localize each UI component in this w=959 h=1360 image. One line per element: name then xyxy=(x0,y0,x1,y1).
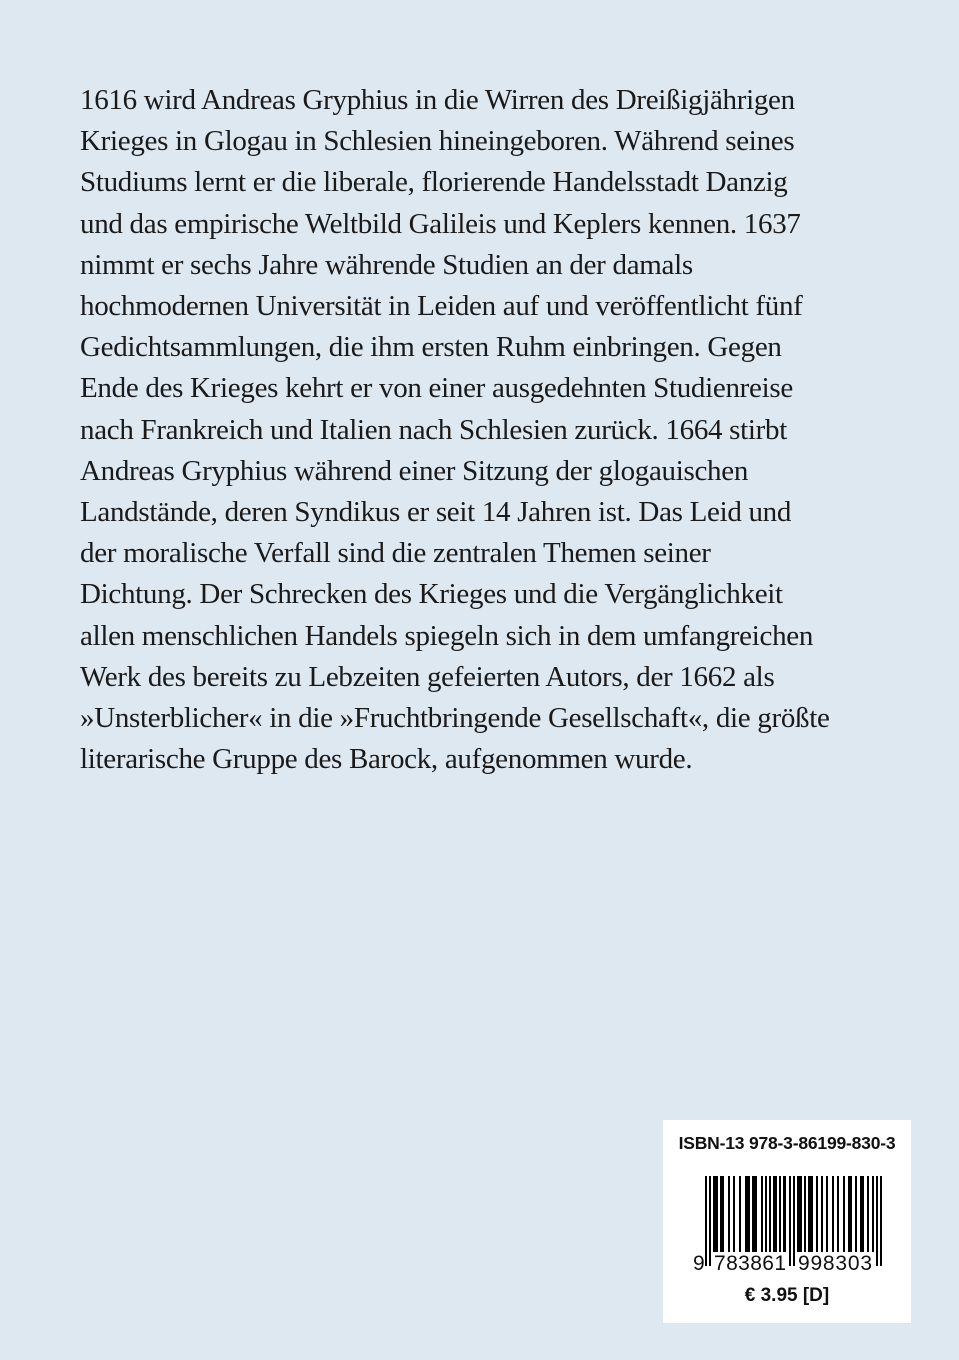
blurb-line: hochmodernen Universität in Leiden auf und veröffentlicht fünf xyxy=(80,290,803,323)
blurb-line: und das empirische Weltbild Galileis und Keplers kennen. 1637 xyxy=(80,207,801,240)
blurb-line: Studiums lernt er die liberale, florierende Handelsstadt Danzig xyxy=(80,166,788,199)
barcode-left-digits: 783861 xyxy=(714,1252,786,1272)
isbn-barcode-box xyxy=(663,1120,911,1323)
blurb-line: Landstände, deren Syndikus er seit 14 Jahren ist. Das Leid und xyxy=(80,496,792,529)
barcode-first-digit: 9 xyxy=(693,1252,705,1272)
isbn-label: ISBN-13 978-3-86199-830-3 xyxy=(678,1133,896,1153)
barcode-right-digits: 998303 xyxy=(798,1252,872,1272)
blurb-line: nimmt er sechs Jahre währende Studien an der damals xyxy=(80,248,693,281)
blurb-line: nach Frankreich und Italien nach Schlesien zurück. 1664 stirbt xyxy=(80,413,787,446)
blurb-line: Krieges in Glogau in Schlesien hineingeboren. Während seines xyxy=(80,125,795,158)
blurb-line: Werk des bereits zu Lebzeiten gefeierten Autors, der 1662 als xyxy=(80,660,775,693)
back-cover-blurb xyxy=(80,80,900,780)
blurb-line: Gedichtsammlungen, die ihm ersten Ruhm einbringen. Gegen xyxy=(80,331,782,364)
blurb-line: Dichtung. Der Schrecken des Krieges und die Vergänglichkeit xyxy=(80,578,783,611)
blurb-line: literarische Gruppe des Barock, aufgenommen wurde. xyxy=(80,743,693,776)
barcode-icon xyxy=(693,1176,893,1272)
blurb-line: »Unsterblicher« in die »Fruchtbringende Gesellschaft«, die größte xyxy=(80,702,830,735)
blurb-line: der moralische Verfall sind die zentralen Themen seiner xyxy=(80,537,711,570)
blurb-line: Andreas Gryphius während einer Sitzung der glogauischen xyxy=(80,454,749,487)
price-label: € 3.95 [D] xyxy=(744,1285,830,1306)
blurb-line: allen menschlichen Handels spiegeln sich in dem umfangreichen xyxy=(80,619,814,652)
blurb-line: Ende des Krieges kehrt er von einer ausgedehnten Studienreise xyxy=(80,372,793,405)
blurb-line: 1616 wird Andreas Gryphius in die Wirren des Dreißigjährigen xyxy=(80,84,795,116)
